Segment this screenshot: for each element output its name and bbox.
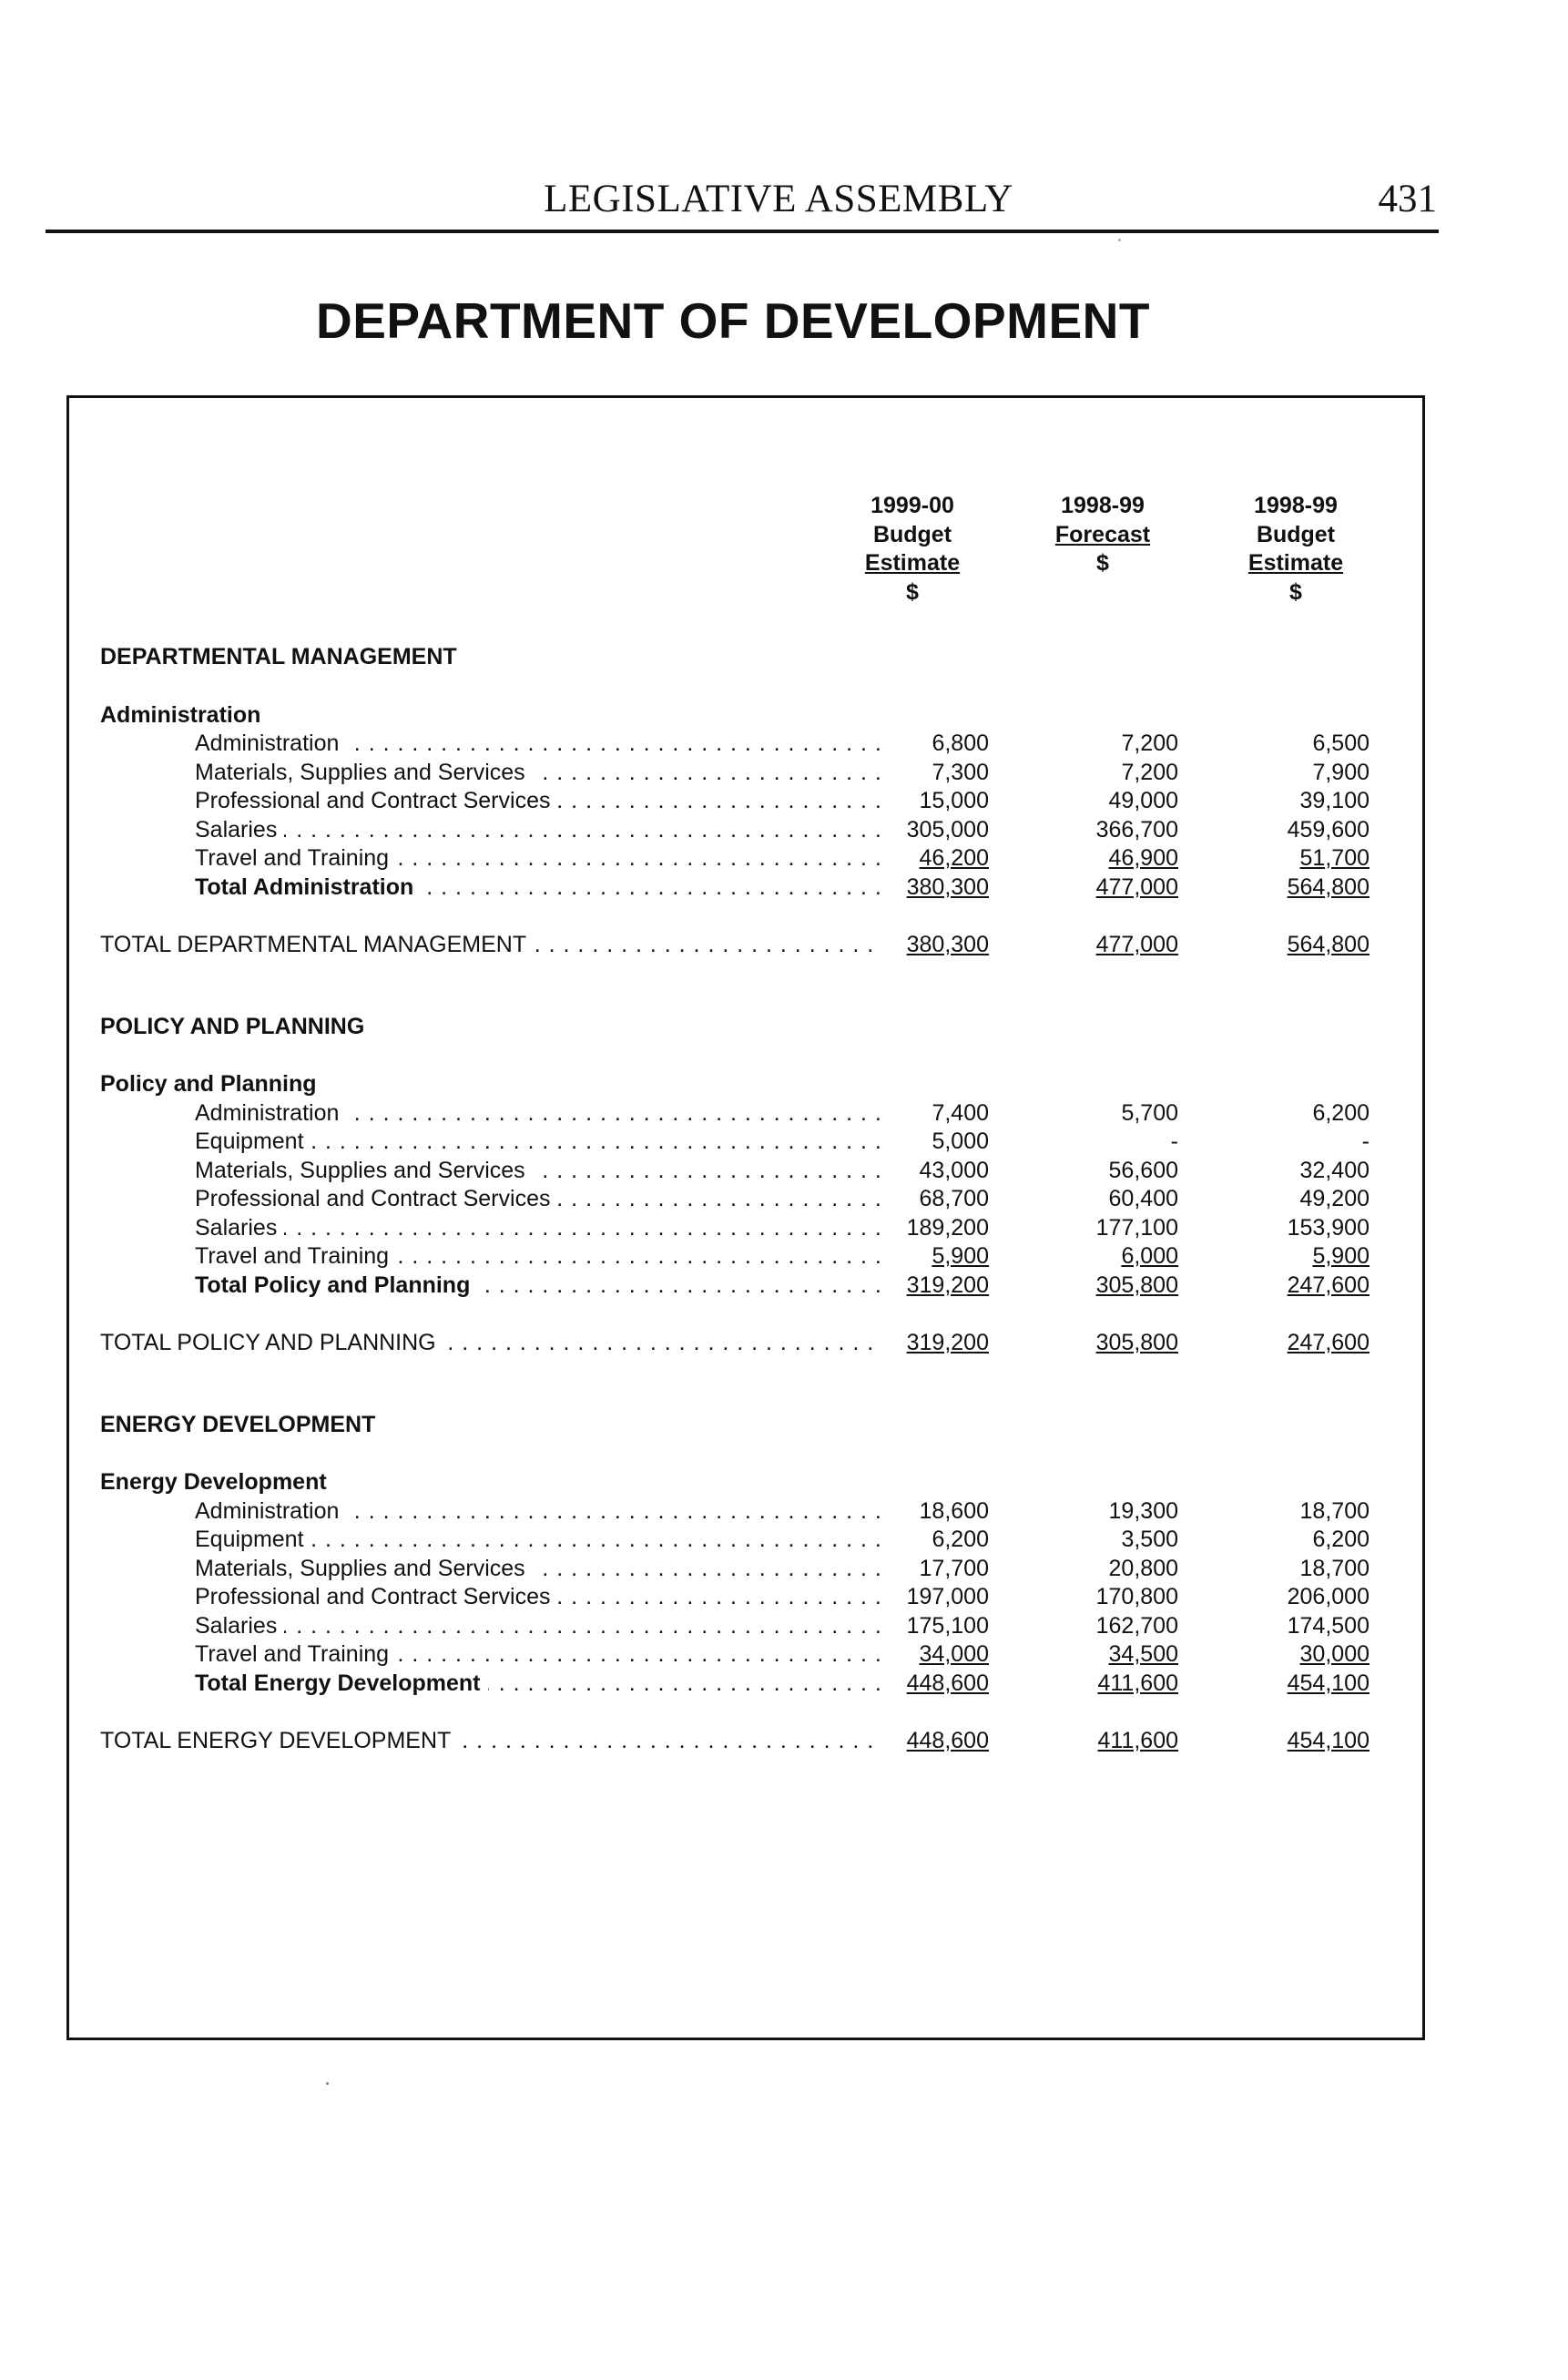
value-text: 6,500 bbox=[1312, 730, 1369, 756]
spacer bbox=[97, 1698, 1400, 1727]
row-label bbox=[195, 1242, 880, 1272]
column-header-line: 1998-99 bbox=[1254, 493, 1338, 518]
row-label bbox=[195, 1612, 880, 1641]
table-row bbox=[97, 1497, 1400, 1527]
value-cell bbox=[1206, 759, 1369, 788]
row-label-text: Equipment bbox=[195, 1129, 311, 1154]
value-text: 448,600 bbox=[906, 1670, 989, 1696]
row-label bbox=[195, 759, 880, 788]
value-text: 454,100 bbox=[1287, 1728, 1369, 1753]
value-text: 19,300 bbox=[1108, 1497, 1178, 1524]
table-row bbox=[97, 1214, 1400, 1243]
column-header-unit: $ bbox=[1096, 550, 1109, 576]
table-row bbox=[97, 1612, 1400, 1641]
column-header-1998-99-budget-estimate bbox=[1205, 492, 1387, 607]
row-label bbox=[195, 1583, 880, 1612]
row-label bbox=[195, 844, 880, 873]
total-row bbox=[97, 1329, 1400, 1358]
row-label-text: Professional and Contract Services bbox=[195, 1186, 557, 1211]
value-cell bbox=[1014, 1497, 1178, 1527]
value-cell bbox=[1206, 1583, 1369, 1612]
value-text: - bbox=[1170, 1129, 1178, 1154]
value-text: 319,200 bbox=[906, 1330, 989, 1355]
table-row bbox=[97, 816, 1400, 845]
value-text: 7,200 bbox=[1121, 759, 1178, 785]
row-label bbox=[195, 730, 880, 759]
value-cell bbox=[1206, 1555, 1369, 1584]
group-heading: Policy and Planning bbox=[100, 1071, 317, 1097]
row-label bbox=[195, 1157, 880, 1186]
row-label bbox=[195, 1128, 880, 1157]
spacer bbox=[97, 902, 1400, 931]
column-header-line: Estimate bbox=[1247, 550, 1344, 576]
spacer bbox=[97, 1439, 1400, 1468]
value-text: 39,100 bbox=[1299, 788, 1369, 813]
table-row bbox=[97, 1640, 1400, 1670]
value-cell bbox=[1206, 873, 1369, 903]
value-cell bbox=[1014, 1727, 1178, 1756]
row-label bbox=[100, 931, 880, 960]
row-label-text: Professional and Contract Services bbox=[195, 1584, 557, 1609]
value-cell bbox=[1014, 844, 1178, 873]
value-text: - bbox=[1361, 1129, 1369, 1154]
value-text: 459,600 bbox=[1287, 816, 1369, 843]
row-label-text: Travel and Training bbox=[195, 1243, 396, 1269]
row-label bbox=[195, 1640, 880, 1670]
subtotal-row bbox=[97, 1670, 1400, 1699]
value-cell bbox=[1014, 1099, 1178, 1129]
row-label-text: TOTAL DEPARTMENTAL MANAGEMENT bbox=[100, 932, 534, 957]
value-text: 170,800 bbox=[1095, 1584, 1178, 1609]
value-cell bbox=[1014, 1612, 1178, 1641]
spacer bbox=[97, 960, 1400, 1013]
value-text: 6,200 bbox=[1312, 1527, 1369, 1552]
value-cell bbox=[1206, 1526, 1369, 1555]
value-cell bbox=[1014, 1526, 1178, 1555]
spacer bbox=[97, 1300, 1400, 1329]
value-text: 34,500 bbox=[1108, 1641, 1178, 1667]
value-text: 17,700 bbox=[919, 1555, 989, 1581]
row-label bbox=[195, 1670, 880, 1699]
value-cell bbox=[1206, 1329, 1369, 1358]
value-cell bbox=[1014, 1670, 1178, 1699]
page-number: 431 bbox=[1378, 178, 1437, 220]
value-cell bbox=[1206, 931, 1369, 960]
column-header-line: Forecast bbox=[1054, 521, 1151, 547]
row-label bbox=[195, 1214, 880, 1243]
running-header bbox=[46, 171, 1439, 233]
value-cell bbox=[1206, 1099, 1369, 1129]
value-cell bbox=[1014, 759, 1178, 788]
value-text: 5,900 bbox=[932, 1243, 989, 1269]
value-cell bbox=[1014, 816, 1178, 845]
row-label-text: Total Policy and Planning bbox=[195, 1272, 477, 1298]
value-text: 380,300 bbox=[906, 932, 989, 957]
row-label bbox=[195, 787, 880, 816]
row-label-text: Total Administration bbox=[195, 874, 421, 900]
value-text: 175,100 bbox=[906, 1612, 989, 1639]
value-cell bbox=[1014, 730, 1178, 759]
row-label-text: TOTAL POLICY AND PLANNING bbox=[100, 1330, 443, 1355]
section-heading: POLICY AND PLANNING bbox=[100, 1013, 365, 1039]
value-text: 5,700 bbox=[1121, 1099, 1178, 1126]
column-header-line: 1999-00 bbox=[871, 493, 954, 518]
column-header-1999-00-budget-estimate bbox=[821, 492, 1003, 607]
value-text: 177,100 bbox=[1095, 1214, 1178, 1241]
value-text: 247,600 bbox=[1287, 1272, 1369, 1298]
scan-speck bbox=[1118, 239, 1121, 241]
spacer bbox=[97, 672, 1400, 701]
column-headers bbox=[97, 492, 1400, 628]
row-label-text: Professional and Contract Services bbox=[195, 788, 557, 813]
value-cell bbox=[1206, 816, 1369, 845]
value-text: 15,000 bbox=[919, 788, 989, 813]
value-text: 68,700 bbox=[919, 1186, 989, 1211]
value-text: 564,800 bbox=[1287, 873, 1369, 900]
value-text: 3,500 bbox=[1121, 1527, 1178, 1552]
value-text: 174,500 bbox=[1287, 1612, 1369, 1639]
row-label bbox=[195, 1272, 880, 1301]
table-row bbox=[97, 730, 1400, 759]
table-body bbox=[97, 643, 1400, 1756]
value-cell bbox=[1014, 1214, 1178, 1243]
value-text: 448,600 bbox=[906, 1728, 989, 1753]
column-header-unit: $ bbox=[906, 578, 919, 605]
value-text: 6,200 bbox=[1312, 1099, 1369, 1126]
row-label-text: Administration bbox=[195, 1498, 346, 1524]
spacer bbox=[97, 1041, 1400, 1070]
value-cell bbox=[1206, 1670, 1369, 1699]
row-label bbox=[195, 873, 880, 903]
row-label-text: Total Energy Development bbox=[195, 1670, 488, 1696]
value-cell bbox=[1206, 730, 1369, 759]
value-text: 18,700 bbox=[1299, 1497, 1369, 1524]
column-header-line: Estimate bbox=[864, 550, 961, 576]
value-text: 7,300 bbox=[932, 759, 989, 785]
row-label-text: Travel and Training bbox=[195, 845, 396, 871]
value-text: 305,000 bbox=[906, 816, 989, 843]
table-row bbox=[97, 1555, 1400, 1584]
subtotal-row bbox=[97, 1272, 1400, 1301]
row-label bbox=[195, 816, 880, 845]
spacer bbox=[97, 1358, 1400, 1411]
value-cell bbox=[1206, 1640, 1369, 1670]
row-label bbox=[195, 1099, 880, 1129]
value-cell bbox=[1014, 1272, 1178, 1301]
total-row bbox=[97, 931, 1400, 960]
value-text: 153,900 bbox=[1287, 1214, 1369, 1241]
value-cell bbox=[1206, 1272, 1369, 1301]
value-text: 411,600 bbox=[1097, 1728, 1178, 1753]
value-text: 6,800 bbox=[932, 730, 989, 756]
value-cell bbox=[1206, 1157, 1369, 1186]
table-row bbox=[97, 1526, 1400, 1555]
value-text: 477,000 bbox=[1095, 873, 1178, 900]
table-row bbox=[97, 1242, 1400, 1272]
value-text: 7,400 bbox=[932, 1099, 989, 1126]
row-label-text: Materials, Supplies and Services bbox=[195, 1556, 533, 1581]
value-cell bbox=[1014, 873, 1178, 903]
value-text: 477,000 bbox=[1095, 932, 1178, 957]
subtotal-row bbox=[97, 873, 1400, 903]
value-cell bbox=[1014, 1185, 1178, 1214]
scan-speck bbox=[326, 2082, 329, 2085]
value-text: 5,900 bbox=[1312, 1243, 1369, 1269]
row-label-text: Administration bbox=[195, 1100, 346, 1126]
value-text: 34,000 bbox=[919, 1641, 989, 1667]
table-row bbox=[97, 1157, 1400, 1186]
section-heading: ENERGY DEVELOPMENT bbox=[100, 1411, 376, 1437]
value-text: 319,200 bbox=[906, 1272, 989, 1298]
row-label-text: Equipment bbox=[195, 1527, 311, 1552]
row-label-text: Materials, Supplies and Services bbox=[195, 760, 533, 785]
value-text: 162,700 bbox=[1095, 1612, 1178, 1639]
row-label-text: Salaries bbox=[195, 1215, 284, 1241]
value-text: 46,900 bbox=[1108, 845, 1178, 871]
row-label bbox=[195, 1185, 880, 1214]
value-text: 411,600 bbox=[1097, 1670, 1178, 1696]
value-text: 7,200 bbox=[1121, 730, 1178, 756]
value-text: 197,000 bbox=[906, 1584, 989, 1609]
running-title: LEGISLATIVE ASSEMBLY bbox=[544, 178, 1013, 220]
budget-table bbox=[97, 492, 1400, 1756]
row-label bbox=[100, 1727, 880, 1756]
value-cell bbox=[1014, 1329, 1178, 1358]
table-row bbox=[97, 759, 1400, 788]
value-cell bbox=[1014, 1157, 1178, 1186]
value-text: 247,600 bbox=[1287, 1330, 1369, 1355]
value-text: 49,000 bbox=[1108, 788, 1178, 813]
value-text: 56,600 bbox=[1108, 1157, 1178, 1183]
row-label bbox=[195, 1497, 880, 1527]
row-label-text: TOTAL ENERGY DEVELOPMENT bbox=[100, 1728, 458, 1753]
value-text: 206,000 bbox=[1287, 1584, 1369, 1609]
total-row bbox=[97, 1727, 1400, 1756]
value-cell bbox=[1014, 787, 1178, 816]
value-text: 18,600 bbox=[919, 1497, 989, 1524]
column-header-1998-99-forecast bbox=[1012, 492, 1194, 578]
value-text: 189,200 bbox=[906, 1214, 989, 1241]
value-cell bbox=[1206, 787, 1369, 816]
value-text: 380,300 bbox=[906, 873, 989, 900]
section-heading: DEPARTMENTAL MANAGEMENT bbox=[100, 644, 457, 669]
value-cell bbox=[1014, 1242, 1178, 1272]
value-text: 5,000 bbox=[932, 1129, 989, 1154]
value-cell bbox=[1014, 1128, 1178, 1157]
value-text: 20,800 bbox=[1108, 1555, 1178, 1581]
row-label-text: Administration bbox=[195, 730, 346, 756]
row-label bbox=[195, 1526, 880, 1555]
row-label-text: Materials, Supplies and Services bbox=[195, 1158, 533, 1183]
value-text: 305,800 bbox=[1095, 1272, 1178, 1298]
value-text: 51,700 bbox=[1299, 845, 1369, 871]
row-label-text: Salaries bbox=[195, 817, 284, 843]
value-text: 43,000 bbox=[919, 1157, 989, 1183]
value-cell bbox=[1206, 1497, 1369, 1527]
value-cell bbox=[1206, 1128, 1369, 1157]
value-text: 46,200 bbox=[919, 845, 989, 871]
value-cell bbox=[1014, 1583, 1178, 1612]
table-row bbox=[97, 1583, 1400, 1612]
value-text: 454,100 bbox=[1287, 1670, 1369, 1696]
table-row bbox=[97, 844, 1400, 873]
value-text: 18,700 bbox=[1299, 1555, 1369, 1581]
value-text: 366,700 bbox=[1095, 816, 1178, 843]
value-text: 305,800 bbox=[1095, 1330, 1178, 1355]
value-text: 564,800 bbox=[1287, 932, 1369, 957]
column-header-line: Budget bbox=[872, 521, 952, 547]
value-cell bbox=[1206, 1242, 1369, 1272]
value-cell bbox=[1206, 1727, 1369, 1756]
row-label bbox=[100, 1329, 880, 1358]
value-text: 6,000 bbox=[1121, 1243, 1178, 1269]
value-text: 49,200 bbox=[1299, 1186, 1369, 1211]
value-cell bbox=[1014, 931, 1178, 960]
row-label bbox=[195, 1555, 880, 1584]
value-cell bbox=[1206, 844, 1369, 873]
column-header-unit: $ bbox=[1289, 578, 1302, 605]
page-title: DEPARTMENT OF DEVELOPMENT bbox=[316, 292, 1150, 349]
value-cell bbox=[1206, 1612, 1369, 1641]
value-text: 32,400 bbox=[1299, 1157, 1369, 1183]
table-row bbox=[97, 1099, 1400, 1129]
table-row bbox=[97, 787, 1400, 816]
value-cell bbox=[1014, 1640, 1178, 1670]
value-cell bbox=[1206, 1214, 1369, 1243]
table-row bbox=[97, 1128, 1400, 1157]
group-heading: Energy Development bbox=[100, 1469, 327, 1495]
column-header-line: 1998-99 bbox=[1061, 493, 1145, 518]
value-cell bbox=[1014, 1555, 1178, 1584]
column-header-line: Budget bbox=[1256, 521, 1336, 547]
value-text: 60,400 bbox=[1108, 1186, 1178, 1211]
value-cell bbox=[1206, 1185, 1369, 1214]
value-text: 7,900 bbox=[1312, 759, 1369, 785]
row-label-text: Salaries bbox=[195, 1613, 284, 1639]
group-heading: Administration bbox=[100, 701, 261, 728]
value-text: 6,200 bbox=[932, 1527, 989, 1552]
row-label-text: Travel and Training bbox=[195, 1641, 396, 1667]
value-text: 30,000 bbox=[1299, 1641, 1369, 1667]
table-row bbox=[97, 1185, 1400, 1214]
